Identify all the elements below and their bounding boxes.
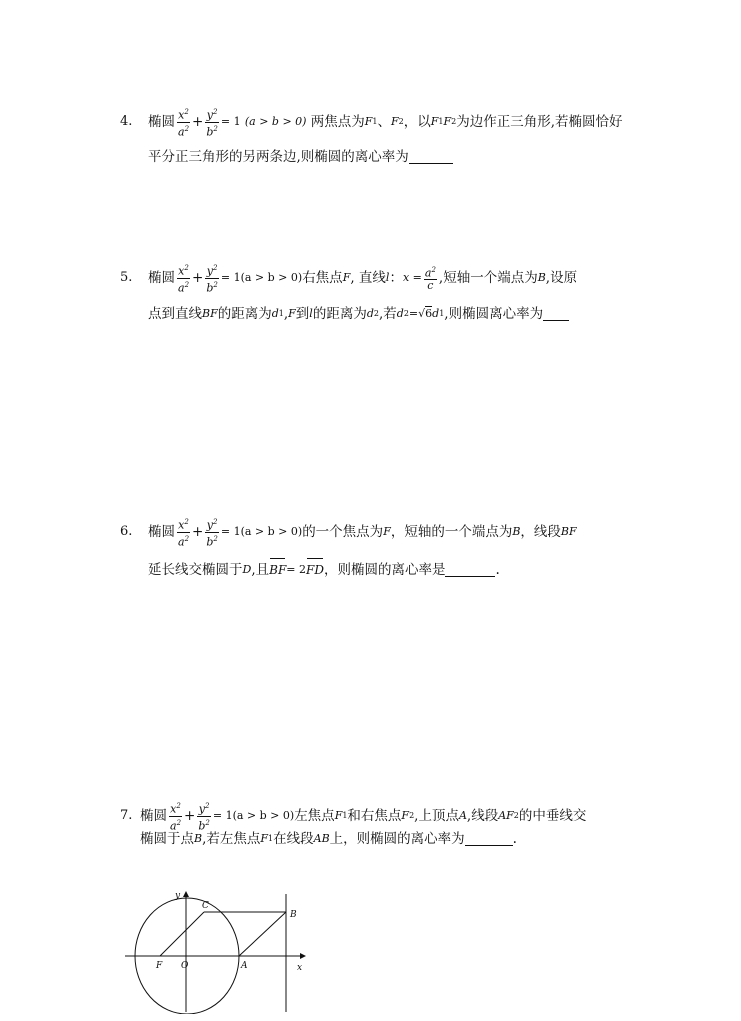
sqrt-radicand: 6 [425, 307, 433, 320]
fraction-x2-a2 [177, 516, 190, 548]
text: ,线段 [466, 808, 499, 825]
frac-den: a [178, 125, 185, 139]
exp: 2 [184, 124, 190, 133]
point-f: F [342, 271, 351, 285]
text: 左焦点 [294, 808, 335, 825]
point-d: D [242, 563, 252, 576]
point-b: B [537, 271, 546, 285]
text: 两焦点为 [310, 114, 365, 131]
frac-num: x [170, 802, 177, 816]
segment-bf: BF [560, 525, 577, 539]
fraction-y2-b2 [197, 800, 211, 832]
text: ,上顶点 [414, 808, 459, 825]
point-f: F [383, 525, 391, 539]
problem-number: 6. [120, 524, 133, 540]
sqrt-6: √6 [418, 307, 433, 320]
text: ，以 [403, 114, 431, 131]
line-l: l [385, 271, 390, 285]
problem-4-line-1 [120, 106, 623, 138]
frac-den: a [178, 281, 185, 295]
text: 延长线交椭圆于 [148, 562, 243, 578]
text: 平分正三角形的另两条边,则椭圆的离心率为 [148, 149, 409, 165]
exp: 2 [184, 108, 189, 116]
frac-den: a [170, 819, 177, 833]
text: 椭圆于点 [140, 831, 194, 847]
exp: 2 [213, 534, 218, 543]
line-l: l [309, 307, 313, 320]
exp: 2 [204, 802, 210, 810]
plus-sign: + [192, 270, 204, 287]
text: 、 [377, 114, 392, 131]
exp: 2 [431, 265, 436, 274]
problem-5-line-2 [148, 305, 569, 323]
equation: = 2 [286, 563, 306, 576]
frac-num: x [178, 108, 185, 122]
fraction-x2-a2 [169, 800, 182, 832]
frac-num: x [178, 264, 185, 278]
segment-f1f2: F [443, 115, 452, 129]
frac-den: b [206, 125, 214, 139]
condition: (a > b > 0) [244, 115, 307, 129]
exp: 2 [184, 518, 189, 526]
text: ，短轴的一个端点为 [390, 524, 513, 541]
segment-fb [160, 912, 204, 956]
focus-f1: F [364, 115, 373, 129]
equation-rhs: = 1(a > b > 0) [212, 809, 295, 823]
text: 的中垂线交 [518, 808, 587, 825]
problem-number: 4. [120, 114, 133, 130]
equals-sign: = [408, 307, 419, 320]
text: 椭圆 [140, 808, 167, 825]
text: 椭圆 [148, 114, 175, 131]
exp: 2 [205, 818, 210, 827]
text: ,若 [378, 306, 397, 322]
subscript: 1 [278, 309, 284, 318]
text: , 直线 [350, 270, 386, 287]
period: . [495, 562, 500, 578]
text: 为边作正三角形,若椭圆恰好 [456, 114, 623, 131]
label-a: A [241, 961, 248, 971]
exp: 2 [184, 264, 189, 272]
text: ,若左焦点 [202, 831, 261, 847]
text: ，则椭圆的离心率是 [323, 562, 446, 578]
frac-num: y [206, 108, 213, 122]
subscript: 1 [342, 811, 348, 821]
text: ,设原 [545, 270, 578, 287]
focus-f2: F [391, 115, 399, 129]
frac-num: y [206, 518, 213, 532]
exp: 2 [212, 108, 218, 116]
frac-num: y [198, 802, 205, 816]
text: ,短轴一个端点为 [438, 270, 538, 287]
exp: 2 [212, 264, 218, 272]
answer-blank[interactable] [543, 308, 569, 321]
distance-d2: d [396, 307, 404, 320]
label-x: x [297, 963, 303, 973]
plus-sign: + [184, 808, 196, 825]
text: 的距离为 [217, 306, 272, 322]
subscript: 2 [409, 811, 415, 821]
label-o: O [181, 961, 189, 971]
label-c: C [202, 901, 209, 911]
problem-7-line-1 [120, 800, 586, 832]
segment-ab: AB [313, 832, 330, 845]
point-b: B [512, 525, 521, 539]
plus-sign: + [192, 524, 204, 541]
text: ，线段 [520, 524, 561, 541]
problem-number: 7. [120, 808, 133, 824]
problem-number: 5. [120, 270, 133, 286]
fraction-y2-b2 [205, 262, 219, 294]
label-b: B [290, 910, 297, 920]
text: 的距离为 [312, 306, 367, 322]
frac-num: a [424, 266, 432, 280]
vector-fd: FD [306, 563, 324, 577]
focus-f1: F [334, 809, 343, 823]
label-y: y [175, 891, 181, 901]
exp: 2 [176, 818, 182, 827]
text: 上，则椭圆的离心率为 [329, 831, 465, 847]
frac-den: b [206, 281, 214, 295]
line-bf: BF [202, 307, 218, 320]
vector-bf: BF [269, 563, 287, 577]
equation-rhs: = 1(a > b > 0) [220, 525, 303, 539]
fraction-a2-c [424, 264, 437, 293]
frac-den: c [427, 279, 434, 293]
text: 椭圆 [148, 270, 175, 287]
subscript: 2 [403, 309, 409, 318]
segment-ab [239, 912, 286, 956]
frac-den: b [206, 535, 214, 549]
equation-x: x = [402, 271, 422, 285]
point-b: B [194, 832, 203, 845]
subscript: 1 [439, 309, 445, 318]
frac-den: a [178, 535, 185, 549]
text: 的一个焦点为 [302, 524, 384, 541]
exp: 2 [176, 802, 181, 810]
point-a: A [458, 809, 467, 823]
subscript: 2 [451, 117, 457, 127]
answer-blank[interactable] [409, 151, 453, 164]
distance-d2: d [366, 307, 374, 320]
answer-blank[interactable] [445, 564, 495, 577]
frac-num: y [206, 264, 213, 278]
problem-4-line-2 [148, 148, 453, 166]
focus-f1: F [260, 832, 269, 845]
text: 点到直线 [148, 306, 202, 322]
subscript: 2 [373, 309, 379, 318]
segment-f1f2: F [430, 115, 439, 129]
text: 和右焦点 [347, 808, 402, 825]
segment-af2: AF [498, 809, 514, 823]
subscript: 2 [513, 811, 519, 821]
problem-6-line-2 [148, 561, 500, 579]
frac-num: x [178, 518, 185, 532]
text: 到 [295, 306, 310, 322]
problem-7-line-2 [140, 830, 517, 848]
answer-blank[interactable] [465, 833, 513, 846]
equation-rhs: = 1(a > b > 0) [220, 271, 303, 285]
text: 在线段 [273, 831, 314, 847]
text: ,则椭圆离心率为 [444, 306, 544, 322]
text: 椭圆 [148, 524, 175, 541]
subscript: 2 [398, 117, 404, 127]
exp: 2 [213, 280, 218, 289]
text: 右焦点 [302, 270, 343, 287]
text: ： [389, 270, 403, 287]
text: ,且 [251, 562, 270, 578]
point-f: F [288, 307, 296, 320]
fraction-y2-b2 [205, 106, 219, 138]
fraction-y2-b2 [205, 516, 219, 548]
text: , [283, 306, 289, 322]
exp: 2 [213, 124, 218, 133]
exp: 2 [184, 534, 190, 543]
fraction-x2-a2 [177, 106, 190, 138]
subscript: 1 [438, 117, 444, 127]
problem-5-line-1 [120, 262, 577, 294]
subscript: 1 [268, 834, 274, 843]
equation-rhs: = 1 [220, 115, 241, 129]
distance-d1: d [432, 307, 440, 320]
exp: 2 [184, 280, 190, 289]
plus-sign: + [192, 114, 204, 131]
exp: 2 [212, 518, 218, 526]
distance-d1: d [271, 307, 279, 320]
label-f: F [156, 961, 163, 971]
subscript: 1 [372, 117, 378, 127]
ellipse-figure [120, 884, 320, 1014]
fraction-x2-a2 [177, 262, 190, 294]
frac-den: b [198, 819, 206, 833]
problem-6-line-1 [120, 516, 577, 548]
focus-f2: F [401, 809, 410, 823]
period: . [512, 831, 517, 847]
